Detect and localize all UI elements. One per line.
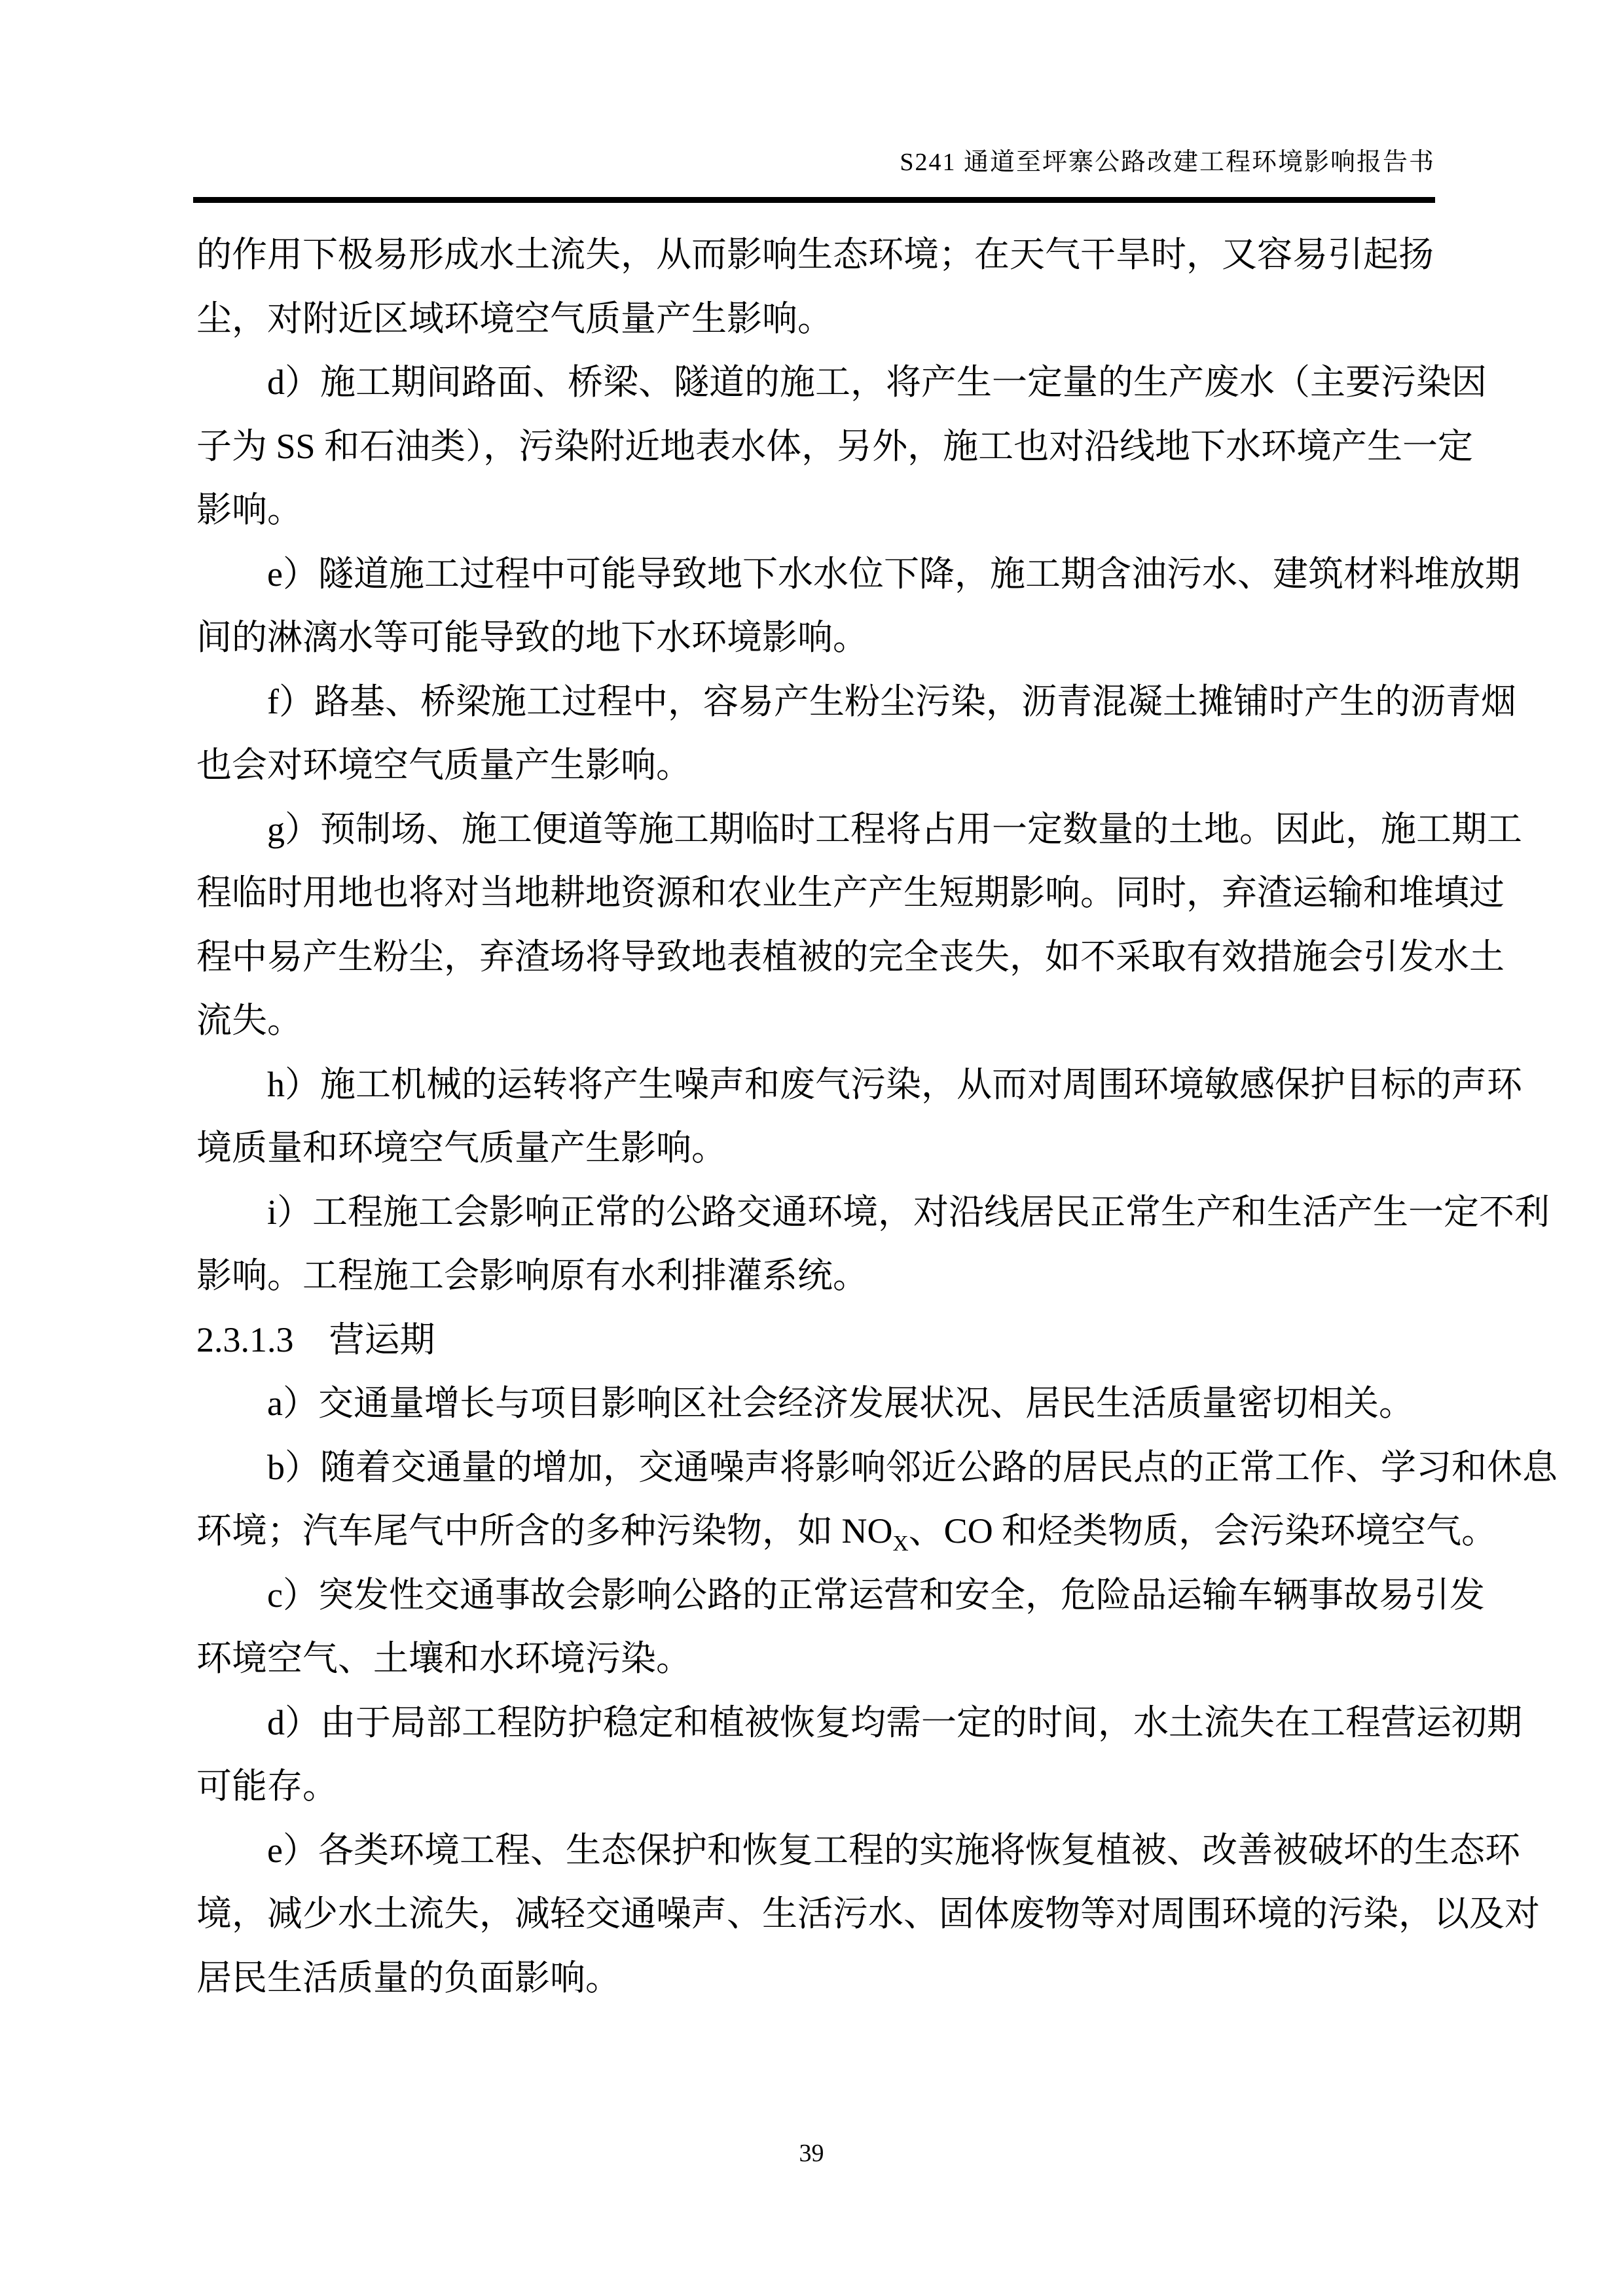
body-line: e）各类环境工程、生态保护和恢复工程的实施将恢复植被、改善被破坏的生态环 [267, 1830, 1520, 1870]
body-line: 影响。工程施工会影响原有水利排灌系统。 [196, 1256, 868, 1295]
body-line: d）由于局部工程防护稳定和植被恢复均需一定的时间，水土流失在工程营运初期 [267, 1702, 1522, 1742]
page-number: 39 [799, 2140, 824, 2167]
body-line: f）路基、桥梁施工过程中，容易产生粉尘污染，沥青混凝土摊铺时产生的沥青烟 [267, 681, 1516, 721]
body-line: 环境空气、土壤和水环境污染。 [196, 1639, 691, 1678]
body-line: 也会对环境空气质量产生影响。 [196, 745, 691, 785]
body-line: e）隧道施工过程中可能导致地下水水位下降，施工期含油污水、建筑材料堆放期 [267, 554, 1520, 594]
body-line: 影响。 [196, 490, 302, 529]
subscript-text: X [892, 1531, 909, 1556]
section-heading: 2.3.1.3 营运期 [196, 1319, 435, 1359]
body-line: 程临时用地也将对当地耕地资源和农业生产产生短期影响。同时，弃渣运输和堆填过 [196, 873, 1504, 912]
body-line: i）工程施工会影响正常的公路交通环境，对沿线居民正常生产和生活产生一定不利 [267, 1192, 1550, 1232]
body-line: 子为 SS 和石油类），污染附近地表水体，另外，施工也对沿线地下水环境产生一定 [196, 426, 1474, 466]
body-line: 尘，对附近区域环境空气质量产生影响。 [196, 298, 833, 338]
body-text [196, 223, 1558, 2010]
page-header-title: S241 通道至坪寨公路改建工程环境影响报告书 [900, 149, 1435, 176]
body-line: 的作用下极易形成水土流失，从而影响生态环境；在天气干旱时，又容易引起扬 [196, 235, 1434, 274]
body-line: 程中易产生粉尘，弃渣场将导致地表植被的完全丧失，如不采取有效措施会引发水土 [196, 937, 1504, 977]
body-line: g）预制场、施工便道等施工期临时工程将占用一定数量的土地。因此，施工期工 [267, 809, 1522, 849]
body-line-segment: 环境；汽车尾气中所含的多种污染物，如 NO [196, 1511, 893, 1551]
body-line: 居民生活质量的负面影响。 [196, 1958, 621, 1998]
body-line: c）突发性交通事故会影响公路的正常运营和安全，危险品运输车辆事故易引发 [267, 1575, 1485, 1615]
body-line-segment: 、CO 和烃类物质，会污染环境空气。 [908, 1511, 1497, 1551]
body-line [196, 1499, 1497, 1564]
body-line: 间的淋漓水等可能导致的地下水环境影响。 [196, 618, 868, 657]
body-line: a）交通量增长与项目影响区社会经济发展状况、居民生活质量密切相关。 [267, 1384, 1414, 1423]
body-line: 境质量和环境空气质量产生影响。 [196, 1128, 727, 1168]
body-line: 流失。 [196, 1001, 302, 1040]
header-divider-rule [193, 197, 1435, 203]
body-line: h）施工机械的运转将产生噪声和废气污染，从而对周围环境敏感保护目标的声环 [267, 1064, 1522, 1104]
body-line: 境，减少水土流失，减轻交通噪声、生活污水、固体废物等对周围环境的污染，以及对 [196, 1894, 1540, 1933]
body-line: b）随着交通量的增加，交通噪声将影响邻近公路的居民点的正常工作、学习和休息 [267, 1447, 1558, 1487]
body-line: d）施工期间路面、桥梁、隧道的施工，将产生一定量的生产废水（主要污染因 [267, 363, 1487, 402]
body-line: 可能存。 [196, 1767, 338, 1806]
